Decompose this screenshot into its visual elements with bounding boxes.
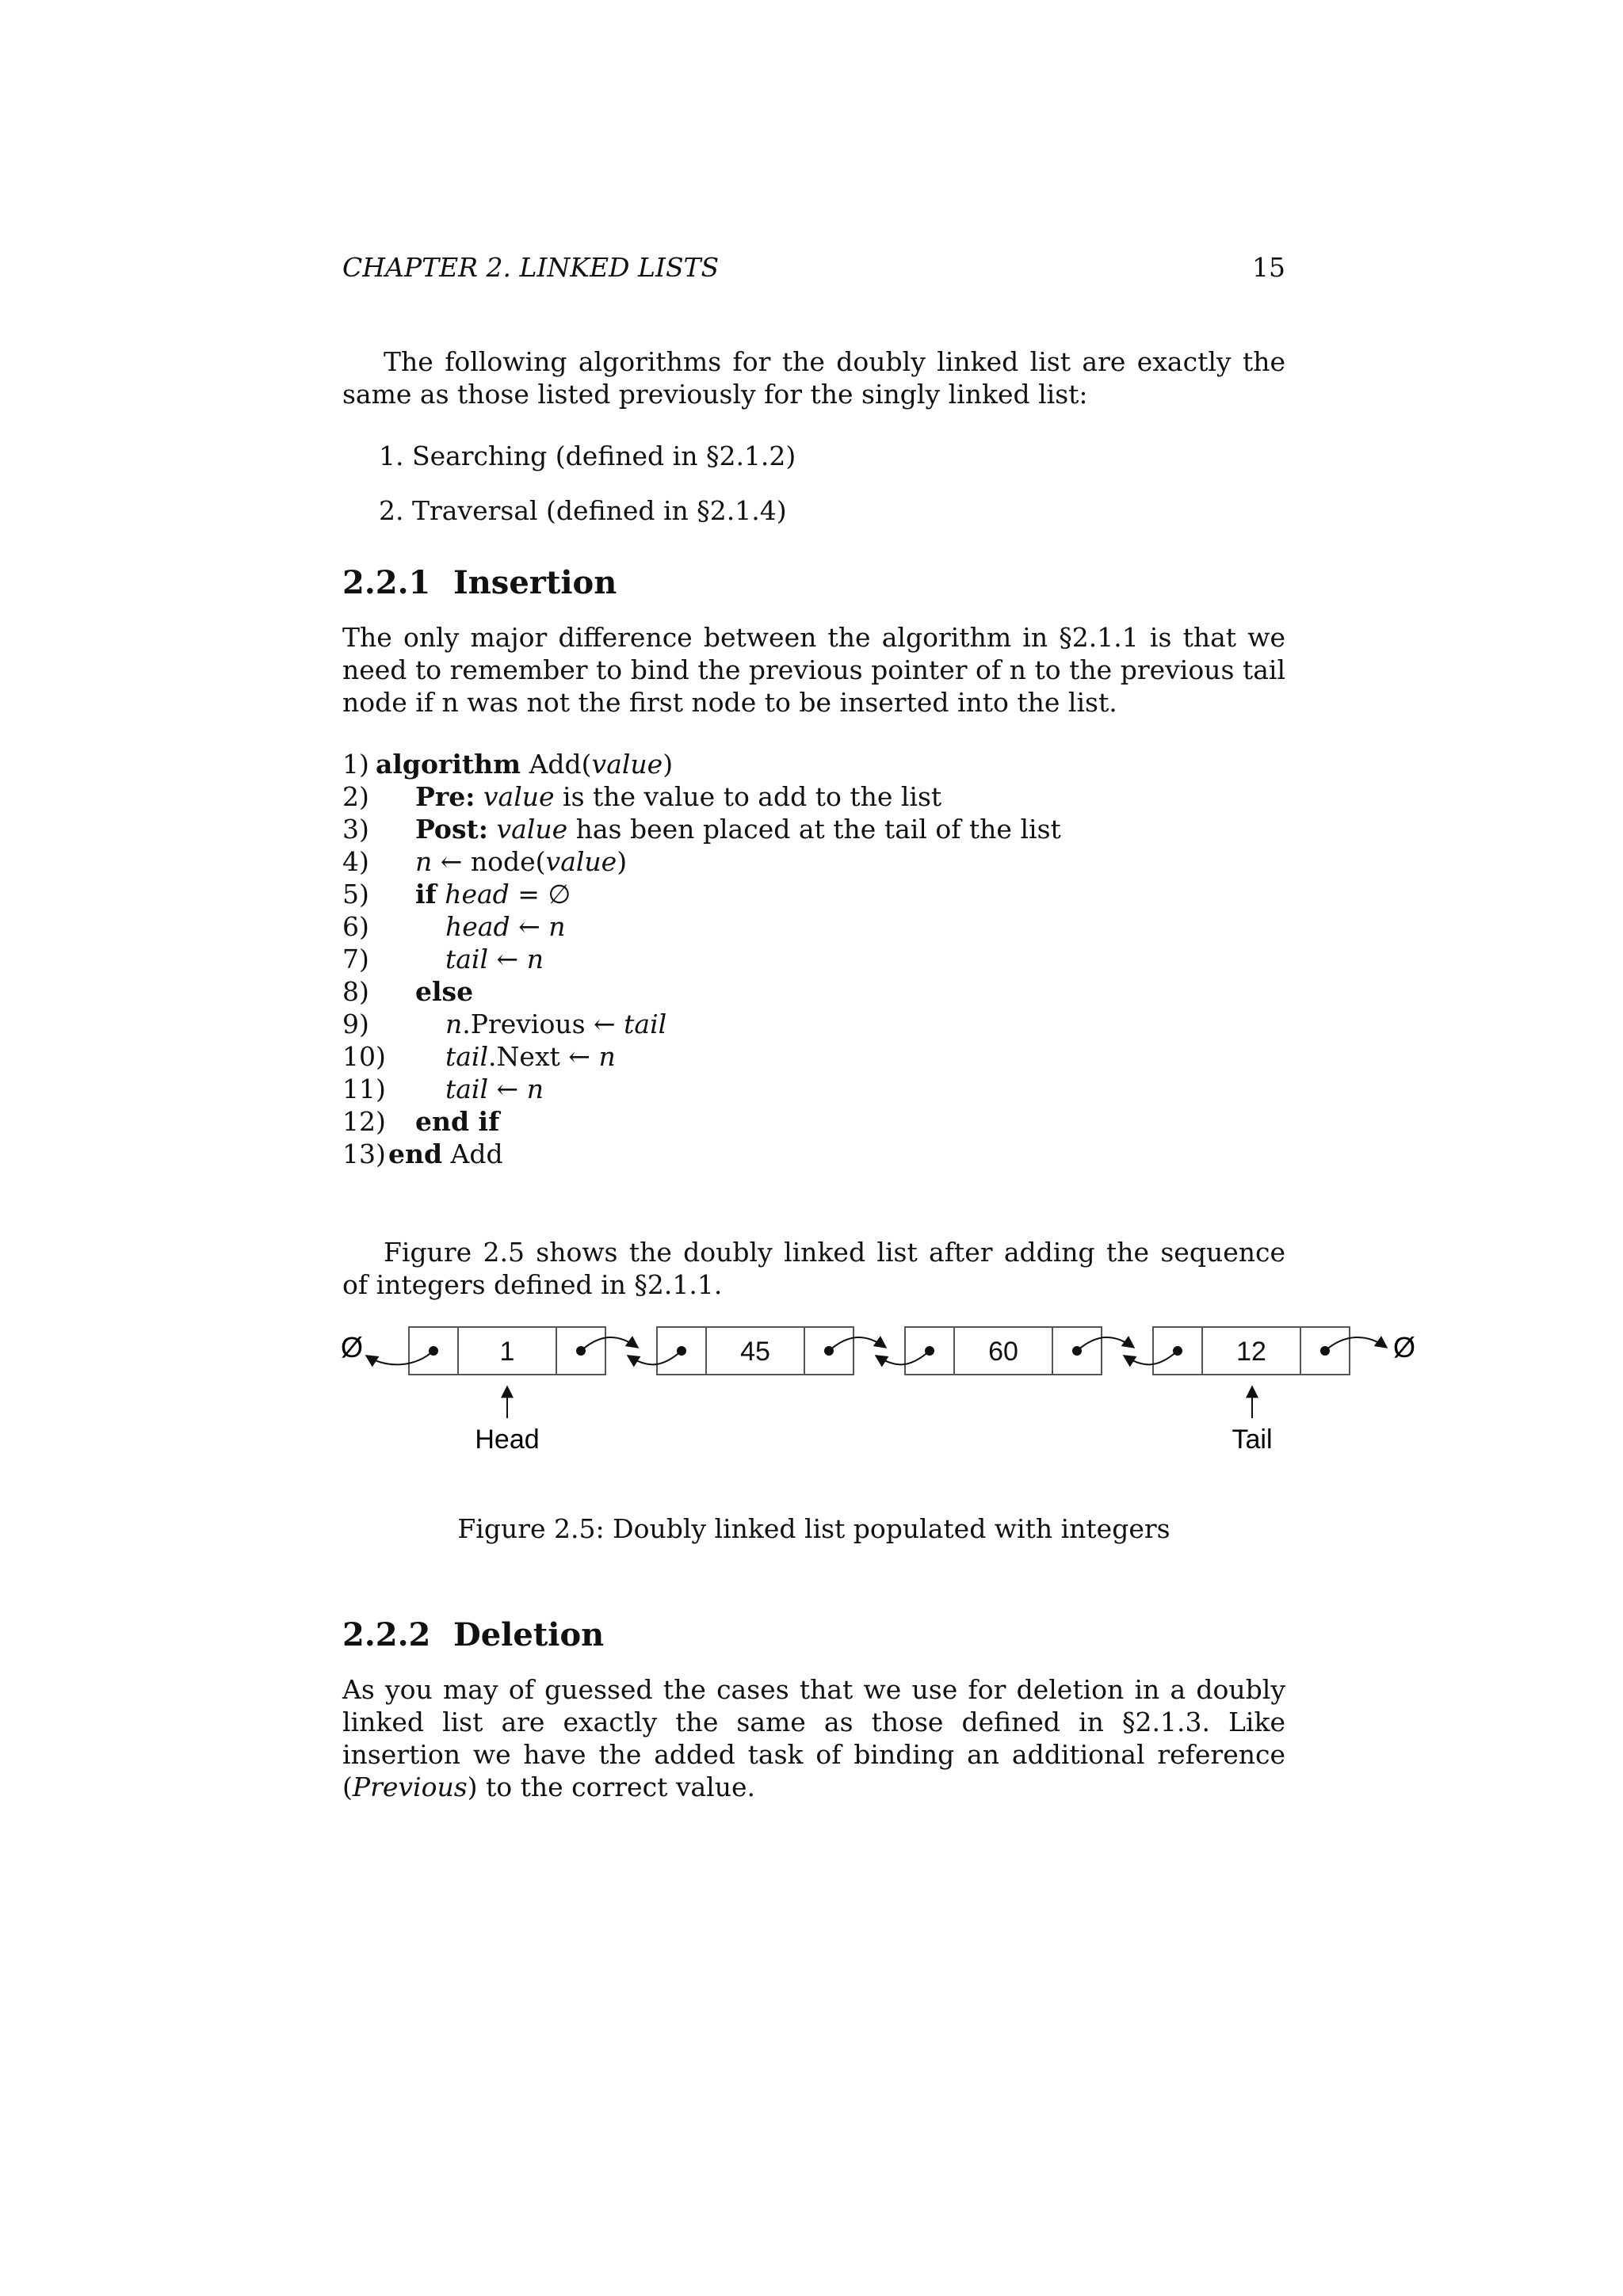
head-label: Head bbox=[475, 1425, 540, 1455]
doubly-linked-list-figure bbox=[0, 1307, 1623, 1466]
intro-paragraph: The following algorithms for the doubly linked list are exactly the same as those listed previously for the singly linked list: bbox=[342, 346, 1285, 410]
page: CHAPTER 2. LINKED LISTS 15 The following algorithms for the doubly linked list are exactly the same as those listed previously for the singly linked list: 1. Searching (defined in §2.1.2) 2. Traversal (defined in §2.1.4) 2.2.1 Insertion The only major difference between the algorithm in §2.1.1 is that we need to remember to bind the previous pointer of n to the previous tail node if n was not the first node to be inserted into the list. 1) algorithm Add(value) 2) Pre: value is the value to add to the list 3) Post: value has been placed at the tail of the list 4) n ← node(value) 5) if head = ∅ 6) head ← n 7) tail ← n 8) else 9) n.Previous ← tail 10) tail.Next ← n 11) tail ← n 12) end if 13) end Add Figure 2.5 shows the doubly linked list after adding the sequence of integers defined in §2.1.1. 1 45 60 12 Ø Ø Head Tail Figure 2.5: Doubly linked list populated with integers 2.2.2 Deletion As you may of guessed the cases that we use for deletion in a doubly linked list are exactly the same as those defined in §2.1.3. Like insertion we have the added task of binding an additional reference (Previous) to the correct value. bbox=[0, 0, 1623, 2296]
deletion-paragraph: As you may of guessed the cases that we use for deletion in a doubly linked list are exactly the same as those defined in §2.1.3. Like insertion we have the added task of binding an additional reference (Previous) to the correct value. bbox=[342, 1674, 1285, 1802]
node-value: 1 bbox=[499, 1337, 515, 1367]
node-value: 12 bbox=[1236, 1337, 1266, 1367]
null-left: Ø bbox=[341, 1331, 364, 1363]
list-item: 1. Searching (defined in §2.1.2) bbox=[379, 441, 796, 471]
page-number: 15 bbox=[1252, 252, 1285, 283]
list-node bbox=[905, 1327, 1102, 1375]
list-item: 2. Traversal (defined in §2.1.4) bbox=[379, 495, 787, 526]
section-title: Insertion bbox=[453, 564, 617, 601]
section-heading-insertion bbox=[342, 564, 617, 601]
section-number: 2.2.2 bbox=[342, 1616, 431, 1653]
list-node bbox=[657, 1327, 854, 1375]
node-value: 60 bbox=[988, 1337, 1018, 1367]
section-number: 2.2.1 bbox=[342, 564, 431, 601]
node-list bbox=[409, 1327, 1350, 1375]
section-title: Deletion bbox=[453, 1616, 605, 1653]
tail-label: Tail bbox=[1232, 1425, 1273, 1455]
list-node bbox=[1153, 1327, 1350, 1375]
list-node bbox=[409, 1327, 605, 1375]
node-value: 45 bbox=[740, 1337, 770, 1367]
section-heading-deletion bbox=[342, 1616, 604, 1653]
chapter-title: CHAPTER 2. LINKED LISTS bbox=[342, 252, 720, 283]
insertion-paragraph: The only major difference between the algorithm in §2.1.1 is that we need to remember to bind the previous pointer of n to the previous tail node if n was not the first node to be inserted into the list. bbox=[342, 622, 1285, 718]
figure-intro-paragraph: Figure 2.5 shows the doubly linked list after adding the sequence of integers defined in §2.1.1. bbox=[342, 1237, 1285, 1300]
null-right: Ø bbox=[1393, 1331, 1416, 1363]
running-header bbox=[342, 252, 1285, 287]
figure-caption: Figure 2.5: Doubly linked list populated with integers bbox=[457, 1513, 1170, 1544]
